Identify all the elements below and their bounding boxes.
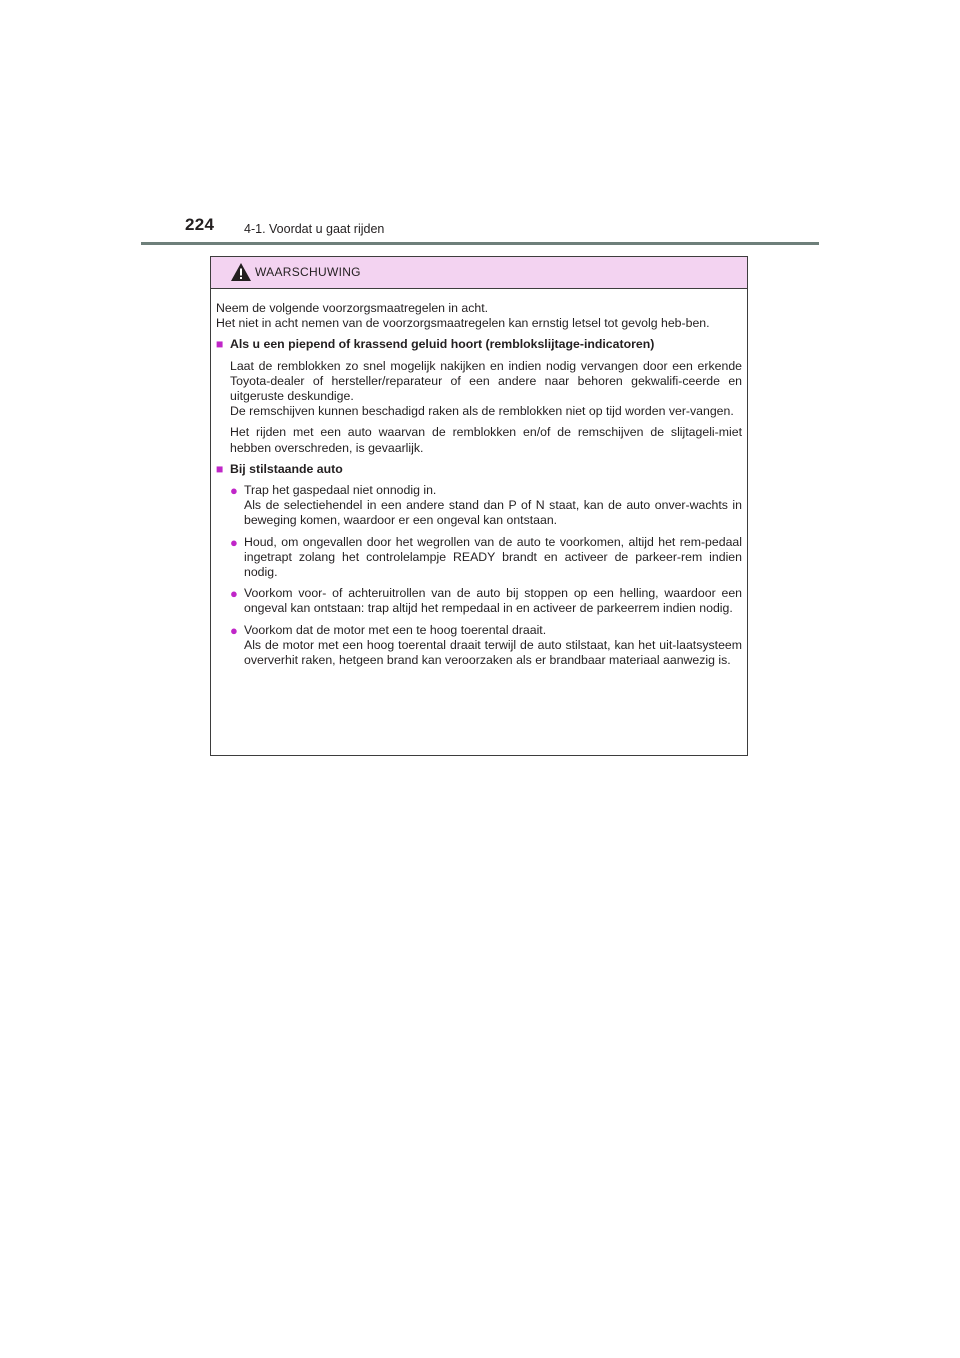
header-rule (141, 242, 819, 245)
list-item-text (244, 586, 742, 616)
section-title: 4-1. Voordat u gaat rijden (244, 222, 385, 236)
list-item-line: Voorkom dat de motor met een te hoog toerental draait. (244, 622, 547, 637)
list-item-text (244, 535, 742, 581)
round-bullet-icon: ● (230, 622, 238, 638)
section-heading-text: Als u een piepend of krassend geluid hoort (remblokslijtage-indicatoren) (230, 337, 655, 352)
section-heading (216, 462, 742, 477)
list-item (216, 535, 742, 581)
list-item-text (244, 483, 742, 529)
paragraph-line: De remschijven kunnen beschadigd raken als de remblokken niet op tijd worden ver-vangen. (230, 404, 734, 419)
section-heading (216, 337, 742, 352)
paragraph (230, 359, 742, 420)
section-brake-pad-wear (216, 337, 742, 455)
section-stationary-vehicle (216, 462, 742, 668)
list-item-line: Voorkom voor- of achteruitrollen van de auto bij stoppen op een helling, waardoor een ongeval kan ontstaan: trap altijd het rempedaal in en activeer de parkeerrem indien nodig. (244, 586, 742, 616)
square-bullet-icon: ■ (216, 461, 224, 476)
warning-header (211, 257, 747, 289)
intro-line: Het niet in acht nemen van de voorzorgsmaatregelen kan ernstig letsel tot gevolg heb-ben. (216, 316, 710, 331)
round-bullet-icon: ● (230, 586, 238, 602)
paragraph (230, 425, 742, 455)
round-bullet-icon: ● (230, 483, 238, 499)
list-item-line: Houd, om ongevallen door het wegrollen van de auto te voorkomen, altijd het rem-pedaal ingetrapt zolang het controlelampje READY brandt en activeer de parkeer-rem indien nodig. (244, 534, 742, 580)
warning-title: WAARSCHUWING (255, 265, 361, 279)
round-bullet-icon: ● (230, 534, 238, 550)
warning-intro (216, 301, 742, 331)
list-item-line: Als de selectiehendel in een andere stand dan P of N staat, kan de auto onver-wachts in beweging komen, waardoor er een ongeval kan ontstaan. (244, 498, 742, 528)
list-item (216, 586, 742, 616)
list-item-line: Als de motor met een hoog toerental draait terwijl de auto stilstaat, kan het uit-laatsysteem oververhit raken, hetgeen brand kan veroorzaken als er brandbaar materiaal aanwezig is. (244, 637, 742, 668)
warning-triangle-icon (230, 262, 252, 282)
list-item (216, 623, 742, 669)
paragraph-line: Het rijden met een auto waarvan de remblokken en/of de remschijven de slijtageli-miet hebben overschreden, is gevaarlijk. (230, 425, 742, 455)
warning-box (210, 256, 748, 756)
square-bullet-icon: ■ (216, 337, 224, 352)
list-item-text (244, 623, 742, 669)
list-item-line: Trap het gaspedaal niet onnodig in. (244, 483, 437, 498)
paragraph-line: Laat de remblokken zo snel mogelijk nakijken en indien nodig vervangen door een erkende Toyota-dealer of hersteller/reparateur of een andere naar behoren gekwalifi-ceerde en uitgeruste deskundige. (230, 358, 742, 404)
warning-body (211, 289, 747, 668)
list-item (216, 483, 742, 529)
intro-line: Neem de volgende voorzorgsmaatregelen in acht. (216, 301, 489, 315)
page-number: 224 (185, 215, 215, 234)
section-heading-text: Bij stilstaande auto (230, 461, 343, 476)
